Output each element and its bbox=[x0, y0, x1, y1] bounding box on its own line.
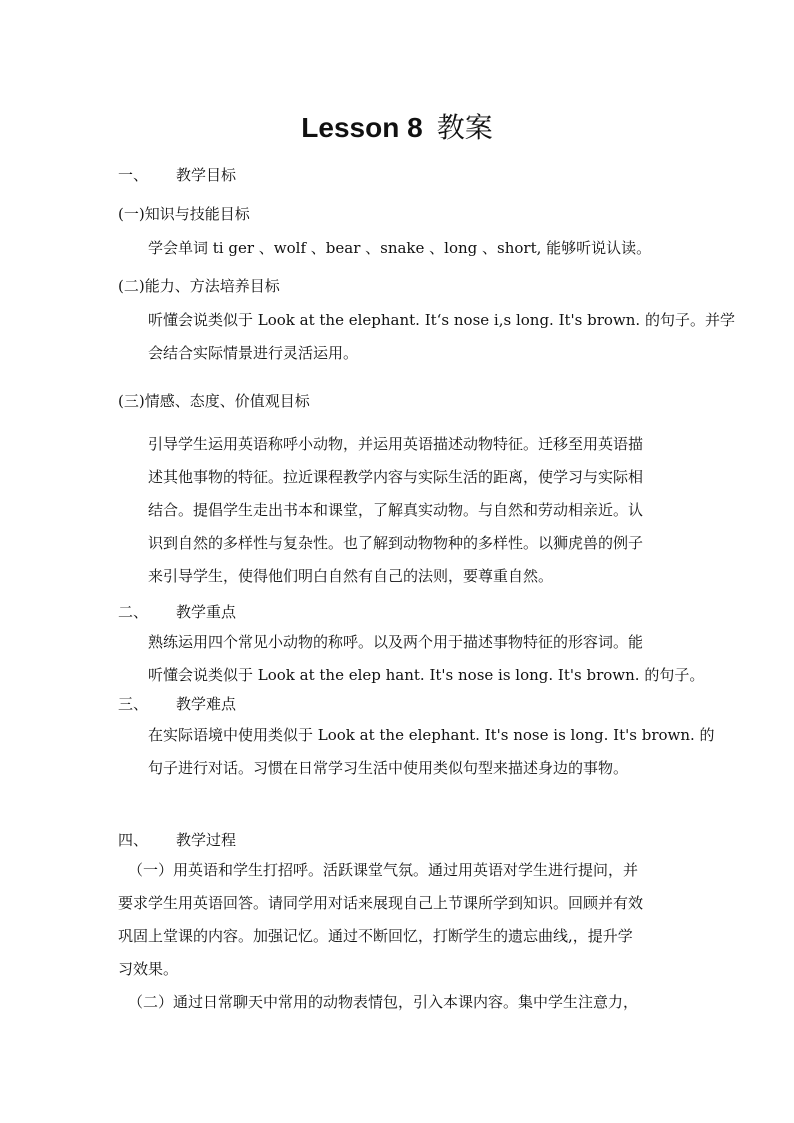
text-line: 在实际语境中使用类似于 Look at the elephant. It's nose is long. It's brown. 的 bbox=[148, 726, 715, 744]
section-number: 一、 bbox=[118, 166, 149, 184]
paragraph-knowledge-skills: 学会单词 ti ger 、wolf 、bear 、snake 、long 、short, 能够听说认读。 bbox=[148, 239, 652, 257]
subheading-emotion-values: (三)情感、态度、价值观目标 bbox=[118, 392, 310, 410]
paragraph-emotion-values bbox=[148, 428, 643, 593]
text-line: 要求学生用英语回答。请同学用对话来展现自己上节课所学到知识。回顾并有效 bbox=[118, 894, 644, 912]
section-heading-2 bbox=[118, 602, 236, 622]
subheading-knowledge-skills: (一)知识与技能目标 bbox=[118, 205, 250, 223]
section-label: 教学难点 bbox=[176, 695, 237, 713]
text-line: 结合。提倡学生走出书本和课堂，了解真实动物。与自然和劳动相亲近。认 bbox=[148, 501, 644, 519]
subheading-ability-methods: (二)能力、方法培养目标 bbox=[118, 277, 280, 295]
text-line: 引导学生运用英语称呼小动物，并运用英语描述动物特征。迁移至用英语描 bbox=[148, 435, 644, 453]
text-line: 会结合实际情景进行灵活运用。 bbox=[148, 344, 359, 362]
text-line: （二）通过日常聊天中常用的动物表情包，引入本课内容。集中学生注意力， bbox=[128, 993, 639, 1011]
paragraph-teaching-process bbox=[118, 854, 643, 1019]
text-line: 习效果。 bbox=[118, 960, 179, 978]
text-line: 句子进行对话。习惯在日常学习生活中使用类似句型来描述身边的事物。 bbox=[148, 759, 629, 777]
paragraph-ability-methods bbox=[148, 304, 735, 370]
text-line: 来引导学生，使得他们明白自然有自己的法则，要尊重自然。 bbox=[148, 567, 554, 585]
text-line: 巩固上堂课的内容。加强记忆。通过不断回忆，打断学生的遗忘曲线,，提升学 bbox=[118, 927, 633, 945]
paragraph-key-points bbox=[148, 626, 704, 692]
section-heading-3 bbox=[118, 694, 236, 714]
title-chinese: 教案 bbox=[436, 111, 493, 144]
section-label: 教学重点 bbox=[176, 603, 237, 621]
section-label: 教学过程 bbox=[176, 831, 237, 849]
text-line: 述其他事物的特征。拉近课程教学内容与实际生活的距离，使学习与实际相 bbox=[148, 468, 644, 486]
text-line: 听懂会说类似于 Look at the elephant. It‘s nose i,s long. It's brown. 的句子。并学 bbox=[148, 311, 735, 329]
section-heading-1 bbox=[118, 165, 236, 185]
text-line: 识到自然的多样性与复杂性。也了解到动物物种的多样性。以狮虎兽的例子 bbox=[148, 534, 644, 552]
title-english: Lesson 8 bbox=[301, 112, 423, 143]
page-title bbox=[0, 106, 794, 146]
section-heading-4 bbox=[118, 830, 236, 850]
section-number: 二、 bbox=[118, 603, 149, 621]
text-line: 听懂会说类似于 Look at the elep hant. It's nose is long. It's brown. 的句子。 bbox=[148, 666, 705, 684]
text-line: （一）用英语和学生打招呼。活跃课堂气氛。通过用英语对学生进行提问，并 bbox=[128, 861, 639, 879]
text-line: 熟练运用四个常见小动物的称呼。以及两个用于描述事物特征的形容词。能 bbox=[148, 633, 644, 651]
section-number: 四、 bbox=[118, 831, 149, 849]
section-label: 教学目标 bbox=[176, 166, 237, 184]
section-number: 三、 bbox=[118, 695, 149, 713]
paragraph-difficulties bbox=[148, 719, 715, 785]
